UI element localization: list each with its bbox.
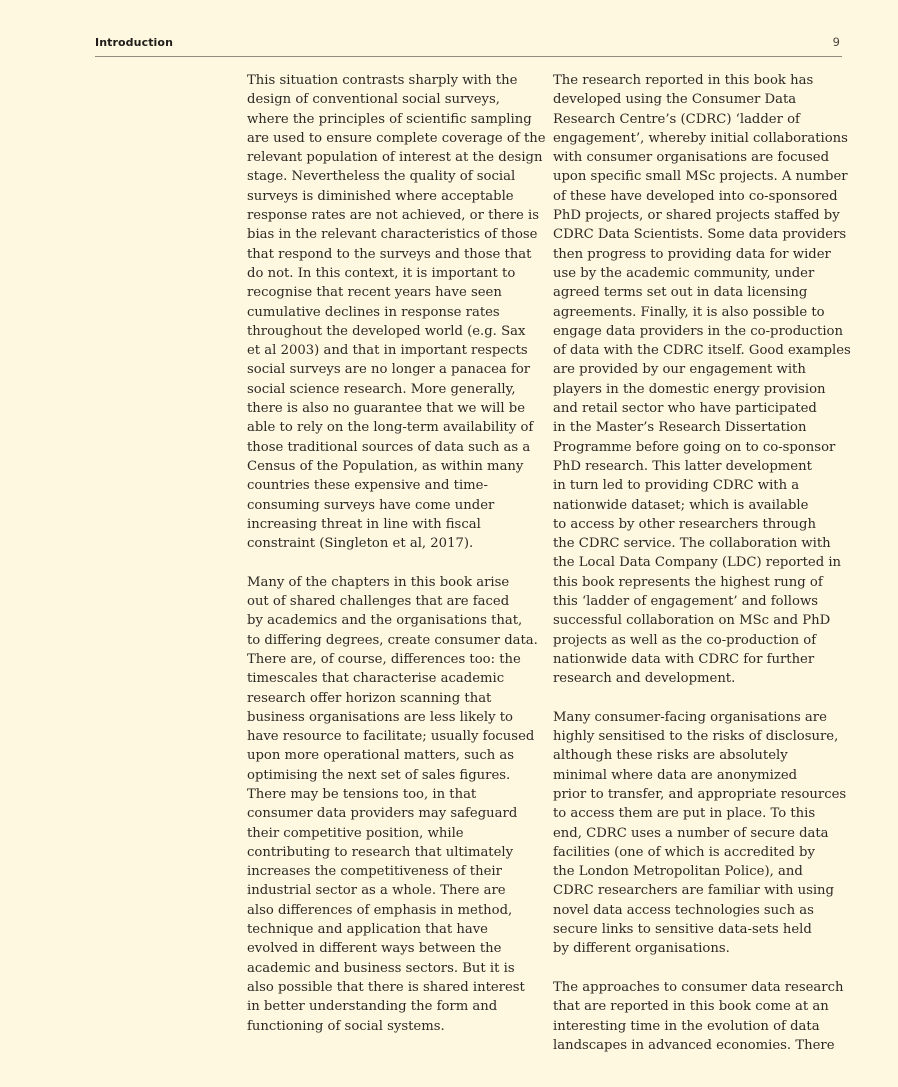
text-line: their competitive position, while xyxy=(247,825,464,841)
text-line: and retail sector who have participated xyxy=(553,401,817,417)
text-line: prior to transfer, and appropriate resources xyxy=(553,786,847,802)
text-line: players in the domestic energy provision xyxy=(553,381,826,397)
right-column xyxy=(553,71,853,1074)
text-line: academic and business sectors. But it is xyxy=(247,960,515,976)
text-line: et al 2003) and that in important respects xyxy=(247,343,528,359)
text-line: minimal where data are anonymized xyxy=(553,767,798,783)
text-line: functioning of social systems. xyxy=(247,1018,445,1034)
text-line: engage data providers in the co-production xyxy=(553,323,843,339)
text-line: out of shared challenges that are faced xyxy=(247,594,510,610)
text-line: PhD projects, or shared projects staffed by xyxy=(553,208,840,224)
text-line: by different organisations. xyxy=(553,941,730,957)
text-line: the London Metropolitan Police), and xyxy=(553,864,803,880)
text-line: cumulative declines in response rates xyxy=(247,304,500,320)
text-line: Research Centre’s (CDRC) ‘ladder of xyxy=(553,111,800,127)
text-line: CDRC Data Scientists. Some data providers xyxy=(553,227,847,243)
text-line: the Local Data Company (LDC) reported in xyxy=(553,555,842,571)
text-line: business organisations are less likely to xyxy=(247,709,513,725)
text-line: to differing degrees, create consumer data. xyxy=(247,632,538,648)
text-line: to access by other researchers through xyxy=(553,516,816,532)
text-line: are provided by our engagement with xyxy=(553,362,806,378)
text-line: highly sensitised to the risks of disclosure, xyxy=(553,729,839,745)
text-line: industrial sector as a whole. There are xyxy=(247,883,506,899)
text-line: increasing threat in line with fiscal xyxy=(247,516,481,532)
text-line: bias in the relevant characteristics of those xyxy=(247,227,538,243)
text-line: throughout the developed world (e.g. Sax xyxy=(247,323,526,339)
text-line: optimising the next set of sales figures. xyxy=(247,767,511,783)
text-line: social surveys are no longer a panacea for xyxy=(247,362,531,378)
text-line: There may be tensions too, in that xyxy=(247,786,477,802)
text-line: upon specific small MSc projects. A number xyxy=(553,169,848,185)
text-line: those traditional sources of data such as a xyxy=(247,439,531,455)
section-title: Introduction xyxy=(95,36,174,49)
text-line: by academics and the organisations that, xyxy=(247,613,523,629)
text-line: The research reported in this book has xyxy=(553,73,814,88)
text-line: design of conventional social surveys, xyxy=(247,92,500,108)
text-line: Census of the Population, as within many xyxy=(247,458,524,474)
text-line: end, CDRC uses a number of secure data xyxy=(553,825,829,841)
running-header xyxy=(95,34,842,57)
text-line: with consumer organisations are focused xyxy=(553,150,830,166)
text-line: timescales that characterise academic xyxy=(247,671,505,687)
text-line: also possible that there is shared interest xyxy=(247,979,525,995)
text-line: nationwide data with CDRC for further xyxy=(553,651,815,667)
text-line: in the Master’s Research Dissertation xyxy=(553,420,807,436)
text-line: response rates are not achieved, or there is xyxy=(247,208,539,224)
text-line: the CDRC service. The collaboration with xyxy=(553,536,831,552)
paragraph xyxy=(553,708,853,959)
text-line: increases the competitiveness of their xyxy=(247,864,502,880)
text-line: countries these expensive and time- xyxy=(247,478,488,494)
text-line: recognise that recent years have seen xyxy=(247,285,502,301)
text-line: there is also no guarantee that we will be xyxy=(247,401,526,417)
text-line: then progress to providing data for wider xyxy=(553,246,831,262)
left-column xyxy=(247,71,547,1055)
text-line: novel data access technologies such as xyxy=(553,902,814,918)
text-line: to access them are put in place. To this xyxy=(553,806,816,822)
paragraph xyxy=(553,978,853,1055)
text-line: landscapes in advanced economies. There xyxy=(553,1037,835,1053)
text-line: agreed terms set out in data licensing xyxy=(553,285,808,301)
text-line: relevant population of interest at the design xyxy=(247,150,543,166)
text-line: This situation contrasts sharply with the xyxy=(247,73,518,88)
text-line: consumer data providers may safeguard xyxy=(247,806,518,822)
paragraph xyxy=(247,573,547,1036)
text-line: technique and application that have xyxy=(247,922,488,938)
text-line: interesting time in the evolution of data xyxy=(553,1018,820,1034)
text-line: There are, of course, differences too: the xyxy=(247,651,521,667)
text-line: in better understanding the form and xyxy=(247,999,498,1015)
text-line: where the principles of scientific sampling xyxy=(247,111,532,127)
page-number: 9 xyxy=(832,35,840,49)
text-line: in turn led to providing CDRC with a xyxy=(553,478,800,494)
text-line: The approaches to consumer data research xyxy=(553,979,844,995)
text-line: Many consumer-facing organisations are xyxy=(553,709,827,725)
text-line: developed using the Consumer Data xyxy=(553,92,797,108)
text-line: constraint (Singleton et al, 2017). xyxy=(247,536,474,552)
text-line: agreements. Finally, it is also possible to xyxy=(553,304,825,320)
text-line: this ‘ladder of engagement’ and follows xyxy=(553,594,819,610)
text-line: stage. Nevertheless the quality of social xyxy=(247,169,516,185)
text-line: able to rely on the long-term availability of xyxy=(247,420,534,436)
text-line: facilities (one of which is accredited by xyxy=(553,844,815,860)
text-line: social science research. More generally, xyxy=(247,381,516,397)
text-line: that are reported in this book come at an xyxy=(553,999,829,1015)
text-line: consuming surveys have come under xyxy=(247,497,495,513)
text-line: nationwide dataset; which is available xyxy=(553,497,809,513)
text-line: evolved in different ways between the xyxy=(247,941,502,957)
text-line: Many of the chapters in this book arise xyxy=(247,574,510,590)
text-line: secure links to sensitive data-sets held xyxy=(553,922,812,938)
paragraph xyxy=(553,71,853,689)
text-line: are used to ensure complete coverage of the xyxy=(247,130,546,146)
text-line: do not. In this context, it is important to xyxy=(247,265,516,281)
text-line: engagement’, whereby initial collaborations xyxy=(553,130,848,146)
text-line: successful collaboration on MSc and PhD xyxy=(553,613,831,629)
text-line: CDRC researchers are familiar with using xyxy=(553,883,834,899)
text-line: upon more operational matters, such as xyxy=(247,748,515,764)
text-line: have resource to facilitate; usually focused xyxy=(247,729,535,745)
text-line: of these have developed into co-sponsored xyxy=(553,188,838,204)
text-line: this book represents the highest rung of xyxy=(553,574,823,590)
text-line: although these risks are absolutely xyxy=(553,748,788,764)
text-line: contributing to research that ultimately xyxy=(247,844,514,860)
text-line: research and development. xyxy=(553,671,736,687)
text-line: research offer horizon scanning that xyxy=(247,690,492,706)
text-line: of data with the CDRC itself. Good examples xyxy=(553,343,851,359)
text-line: PhD research. This latter development xyxy=(553,458,812,474)
text-line: also differences of emphasis in method, xyxy=(247,902,513,918)
text-line: that respond to the surveys and those that xyxy=(247,246,532,262)
text-line: projects as well as the co-production of xyxy=(553,632,817,648)
paragraph xyxy=(247,71,547,553)
text-line: Programme before going on to co-sponsor xyxy=(553,439,836,455)
text-line: surveys is diminished where acceptable xyxy=(247,188,514,204)
text-line: use by the academic community, under xyxy=(553,265,815,281)
